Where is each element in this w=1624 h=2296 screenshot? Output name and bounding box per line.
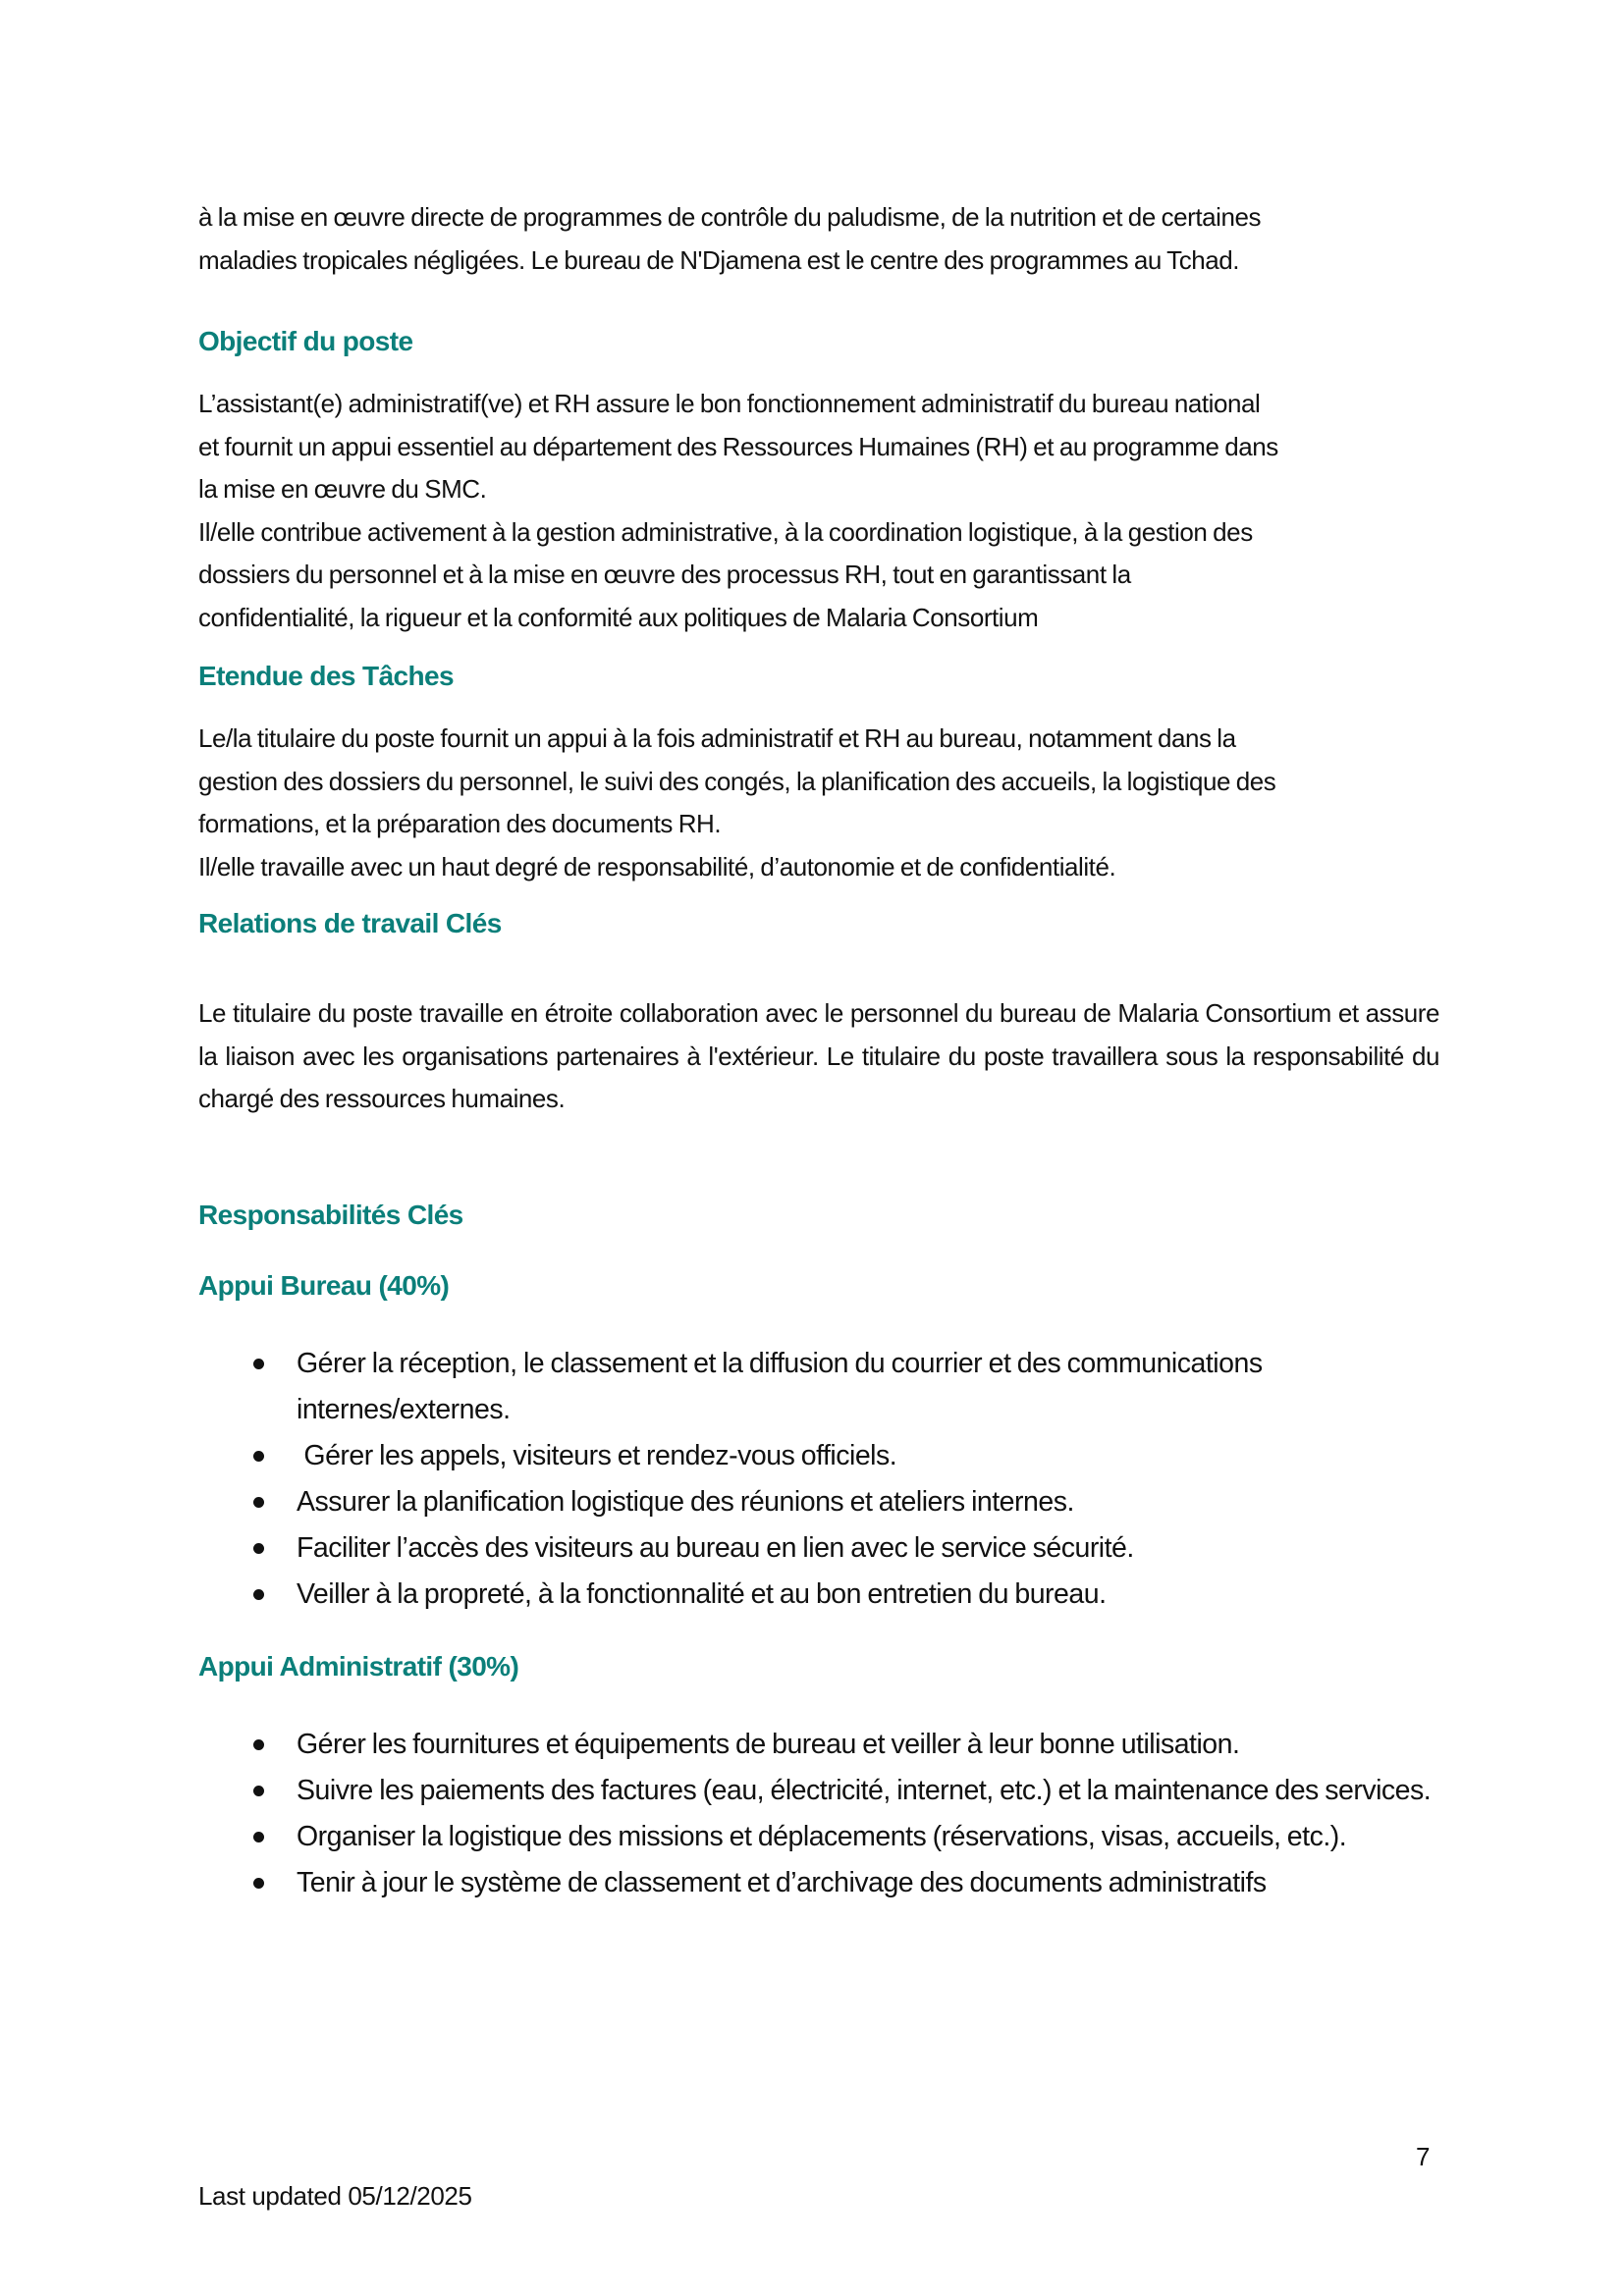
list-item [198, 1525, 1439, 1572]
bullet-icon [253, 1451, 264, 1462]
list-item-text: Veiller à la propreté, à la fonctionnalité et au bon entretien du bureau. [297, 1577, 1107, 1610]
list-item [198, 1722, 1439, 1768]
objectif-line: Il/elle contribue activement à la gestion administrative, à la coordination logistique, à la gestion des [198, 516, 1253, 547]
list-item [198, 1341, 1439, 1433]
list-item [198, 1814, 1439, 1860]
list-item [198, 1479, 1439, 1525]
intro-line: maladies tropicales négligées. Le bureau de N'Djamena est le centre des programmes au Tchad. [198, 244, 1240, 275]
page-content [198, 196, 1439, 1906]
etendue-paragraph [198, 718, 1439, 888]
bullet-icon [253, 1832, 264, 1842]
list-item [198, 1433, 1439, 1479]
list-item-text: Gérer les appels, visiteurs et rendez-vous officiels. [297, 1439, 897, 1471]
heading-appui-administratif: Appui Administratif (30%) [198, 1650, 519, 1682]
heading-appui-bureau: Appui Bureau (40%) [198, 1269, 450, 1301]
heading-etendue: Etendue des Tâches [198, 661, 454, 691]
list-item-text: Suivre les paiements des factures (eau, électricité, internet, etc.) et la maintenance des services. [297, 1774, 1432, 1806]
list-item-text: Tenir à jour le système de classement et d’archivage des documents administratifs [297, 1866, 1267, 1898]
objectif-line: dossiers du personnel et à la mise en œuvre des processus RH, tout en garantissant la [198, 560, 1131, 589]
relations-paragraph: Le titulaire du poste travaille en étroite collaboration avec le personnel du bureau de Malaria Consortium et assure la liaison avec les organisations partenaires à l'extérieur. Le titulaire du poste travaillera sous la responsabilité du chargé des ressources humaines. [198, 998, 1439, 1113]
heading-objectif: Objectif du poste [198, 326, 413, 356]
objectif-line: et fournit un appui essentiel au département des Ressources Humaines (RH) et au programme dans [198, 431, 1278, 461]
intro-paragraph [198, 196, 1439, 282]
bullet-icon [253, 1786, 264, 1796]
list-item-text: Assurer la planification logistique des réunions et ateliers internes. [297, 1485, 1074, 1518]
bullet-icon [253, 1739, 264, 1750]
objectif-line: confidentialité, la rigueur et la conformité aux politiques de Malaria Consortium [198, 602, 1039, 632]
list-item [198, 1860, 1439, 1906]
etendue-line: gestion des dossiers du personnel, le suivi des congés, la planification des accueils, la logistique des [198, 766, 1276, 796]
list-item [198, 1572, 1439, 1618]
objectif-line: L’assistant(e) administratif(ve) et RH assure le bon fonctionnement administratif du bureau national [198, 389, 1261, 418]
etendue-line: Le/la titulaire du poste fournit un appui à la fois administratif et RH au bureau, notamment dans la [198, 723, 1236, 753]
appui-bureau-list [198, 1341, 1439, 1618]
objectif-paragraph [198, 383, 1439, 639]
appui-administratif-list [198, 1722, 1439, 1906]
bullet-icon [253, 1589, 264, 1600]
objectif-line: la mise en œuvre du SMC. [198, 474, 487, 504]
list-item-text: Organiser la logistique des missions et déplacements (réservations, visas, accueils, etc.). [297, 1820, 1347, 1852]
list-item-text: Gérer les fournitures et équipements de bureau et veiller à leur bonne utilisation. [297, 1728, 1240, 1760]
heading-relations: Relations de travail Clés [198, 908, 502, 938]
etendue-line: formations, et la préparation des documents RH. [198, 809, 722, 838]
etendue-line: Il/elle travaille avec un haut degré de responsabilité, d’autonomie et de confidentialité. [198, 851, 1116, 881]
list-item [198, 1768, 1439, 1814]
bullet-icon [253, 1359, 264, 1369]
bullet-icon [253, 1543, 264, 1554]
bullet-icon [253, 1497, 264, 1508]
list-item-text: Faciliter l’accès des visiteurs au bureau en lien avec le service sécurité. [297, 1531, 1134, 1564]
bullet-icon [253, 1878, 264, 1889]
heading-responsabilites: Responsabilités Clés [198, 1199, 463, 1230]
last-updated: Last updated 05/12/2025 [198, 2181, 472, 2211]
page-number: 7 [1416, 2142, 1431, 2171]
intro-line: à la mise en œuvre directe de programmes de contrôle du paludisme, de la nutrition et de certaines [198, 202, 1262, 232]
list-item-text: Gérer la réception, le classement et la diffusion du courrier et des communications internes/externes. [297, 1347, 1263, 1425]
